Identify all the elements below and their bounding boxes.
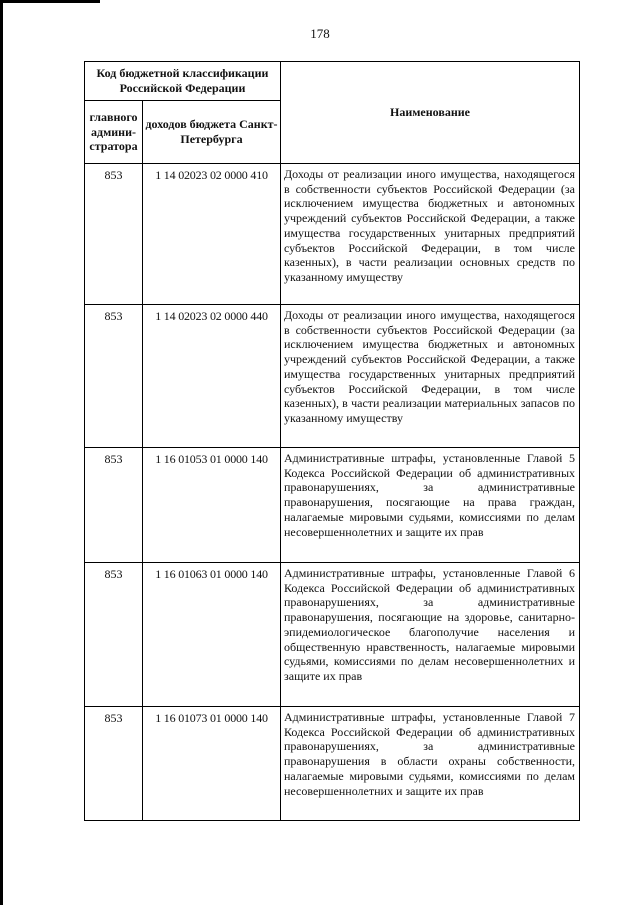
header-row-group bbox=[85, 62, 580, 101]
table-row bbox=[85, 448, 580, 563]
cell-code: 1 14 02023 02 0000 440 bbox=[143, 305, 281, 448]
cell-admin: 853 bbox=[85, 448, 143, 563]
scan-border-left bbox=[0, 0, 3, 905]
cell-code: 1 16 01063 01 0000 140 bbox=[143, 563, 281, 707]
table-row bbox=[85, 305, 580, 448]
header-income: доходов бюджета Санкт-Петербурга bbox=[143, 101, 281, 164]
cell-name: Административные штрафы, установленные Главой 6 Кодекса Российской Федерации об административных правонарушениях, за административные правонарушения, посягающие на здоровье, санитарно-эпидемиологическое благополучие населения и общественную нравственность, налагаемые мировыми судьями, комиссиями по делам несовершеннолетних и защите их прав bbox=[281, 563, 580, 707]
cell-code: 1 16 01073 01 0000 140 bbox=[143, 707, 281, 821]
page-number: 178 bbox=[310, 26, 330, 41]
cell-name: Административные штрафы, установленные Главой 7 Кодекса Российской Федерации об административных правонарушениях, за административные правонарушения в области охраны собственности, налагаемые мировыми судьями, комиссиями по делам несовершеннолетних и защите их прав bbox=[281, 707, 580, 821]
header-code-group: Код бюджетной классификации Российской Федерации bbox=[85, 62, 281, 101]
cell-code: 1 14 02023 02 0000 410 bbox=[143, 164, 281, 305]
header-name: Наименование bbox=[281, 62, 580, 164]
cell-admin: 853 bbox=[85, 305, 143, 448]
scan-border-top bbox=[0, 0, 100, 3]
cell-name: Доходы от реализации иного имущества, находящегося в собственности субъектов Российской Федерации (за исключением имущества бюджетных и автономных учреждений субъектов Российской Федерации, а также имущества государственных унитарных предприятий субъектов Российской Федерации, в том числе казенных), в части реализации материальных запасов по указанному имуществу bbox=[281, 305, 580, 448]
cell-admin: 853 bbox=[85, 563, 143, 707]
table-row bbox=[85, 563, 580, 707]
budget-classification-table bbox=[84, 61, 580, 821]
cell-name: Доходы от реализации иного имущества, находящегося в собственности субъектов Российской Федерации (за исключением имущества бюджетных и автономных учреждений субъектов Российской Федерации, а также имущества государственных унитарных предприятий субъектов Российской Федерации, в том числе казенных), в части реализации основных средств по указанному имуществу bbox=[281, 164, 580, 305]
header-admin: главного админи-стратора bbox=[85, 101, 143, 164]
table-row bbox=[85, 164, 580, 305]
cell-admin: 853 bbox=[85, 164, 143, 305]
cell-admin: 853 bbox=[85, 707, 143, 821]
cell-name: Административные штрафы, установленные Главой 5 Кодекса Российской Федерации об административных правонарушениях, за административные правонарушения, посягающие на права граждан, налагаемые мировыми судьями, комиссиями по делам несовершеннолетних и защите их прав bbox=[281, 448, 580, 563]
table-row bbox=[85, 707, 580, 821]
cell-code: 1 16 01053 01 0000 140 bbox=[143, 448, 281, 563]
